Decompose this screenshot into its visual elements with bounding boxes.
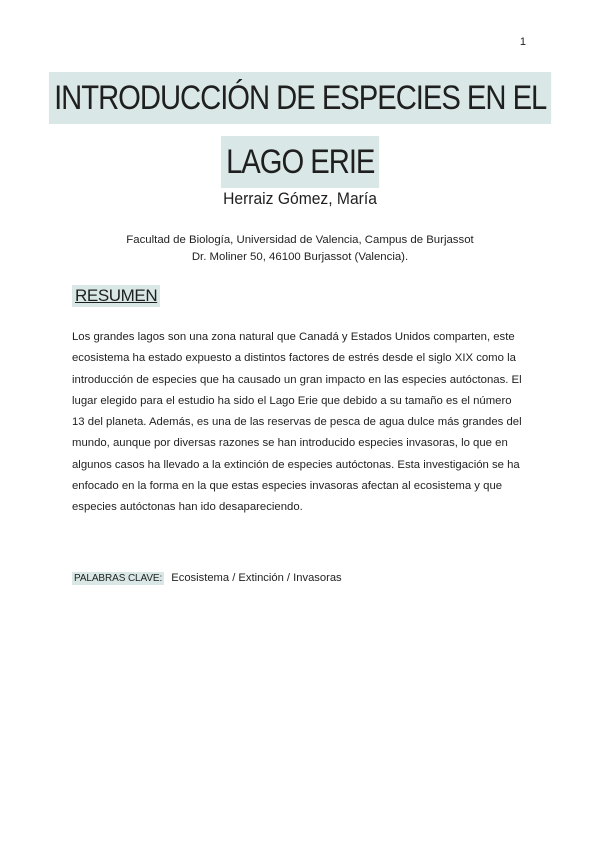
page-number: 1 (519, 36, 526, 48)
author-name: Herraiz Gómez, María (223, 189, 377, 208)
paper-title (0, 72, 600, 188)
title-line-1: INTRODUCCIÓN DE ESPECIES EN EL (49, 72, 552, 124)
affiliation (0, 232, 600, 266)
keywords-label: PALABRAS CLAVE: (74, 573, 163, 584)
affiliation-line-2: Dr. Moliner 50, 46100 Burjassot (Valencia). (191, 251, 409, 263)
title-line-2: LAGO ERIE (221, 136, 380, 188)
affiliation-line-1: Facultad de Biología, Universidad de Valencia, Campus de Burjassot (126, 234, 474, 246)
keywords (72, 570, 342, 587)
abstract-text: Los grandes lagos son una zona natural que Canadá y Estados Unidos comparten, este ecosistema ha estado expuesto a distintos factores de estrés desde el siglo XIX como la introducción de especies que ha causado un gran impacto en las especies autóctonas. El lugar elegido para el estudio ha sido el Lago Erie que debido a su tamaño es el número 13 del planeta. Además, es una de las reservas de pesca de agua dulce más grandes del mundo, aunque por diversas razones se han introducido especies invasoras, lo que en algunos casos ha llevado a la extinción de especies autóctonas. Esta investigación se ha enfocado en la forma en la que estas especies invasoras afectan al ecosistema y que especies autóctonas han ido desapareciendo. (72, 331, 522, 514)
keywords-value: Ecosistema / Extinción / Invasoras (171, 572, 342, 584)
abstract-heading: RESUMEN (72, 285, 160, 307)
